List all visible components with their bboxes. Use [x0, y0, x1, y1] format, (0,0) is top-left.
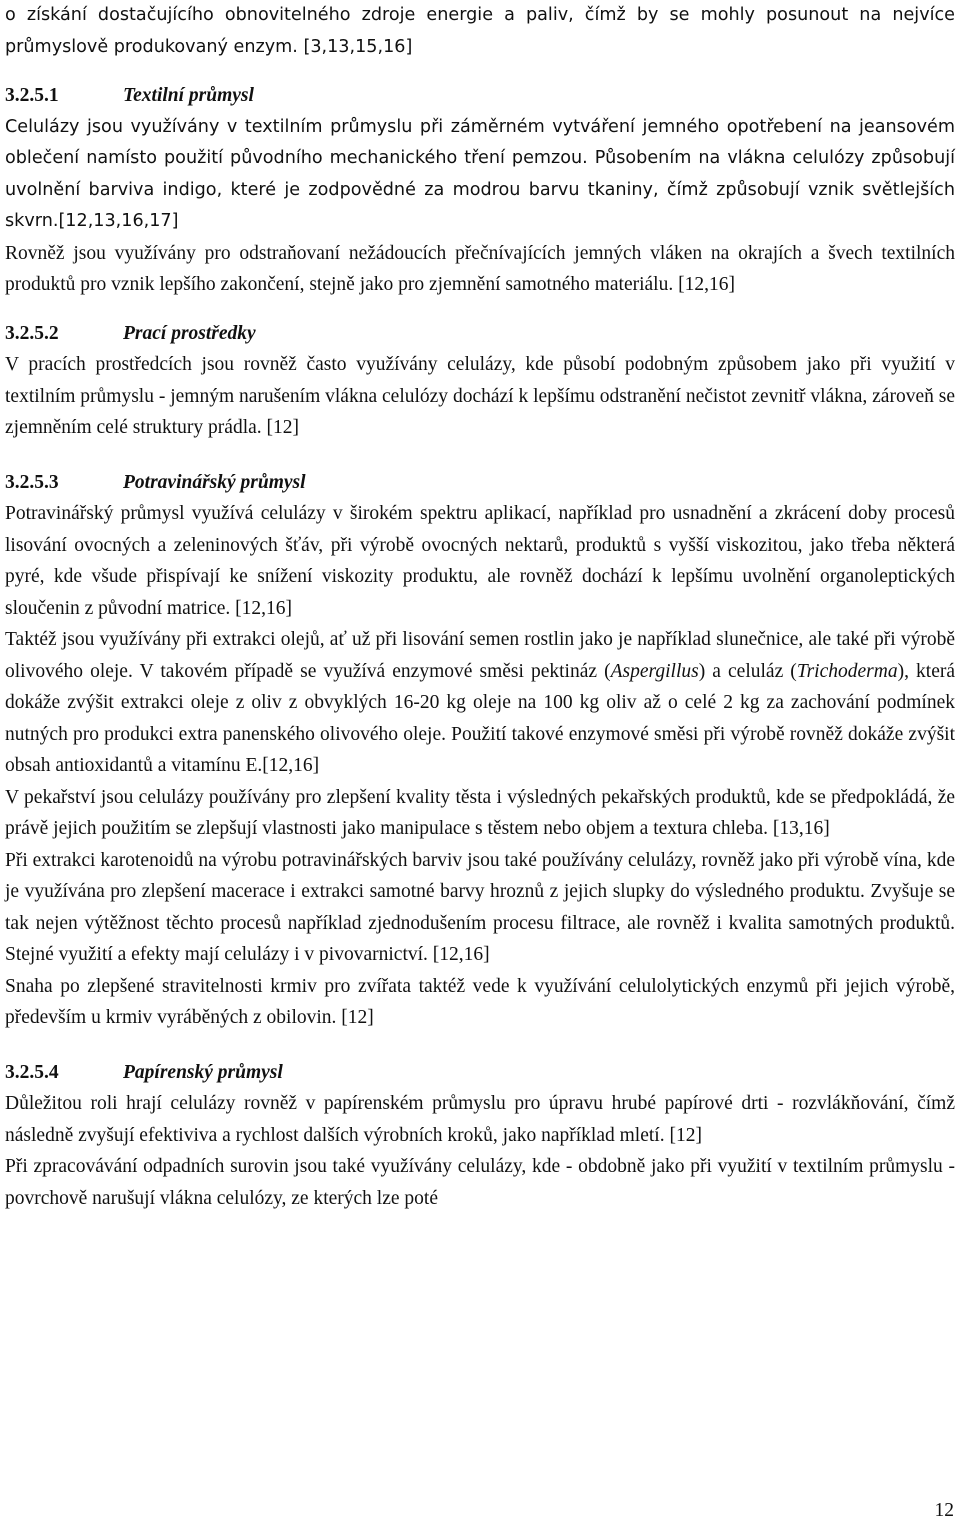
section-heading-food	[5, 467, 955, 499]
food-paragraph-5: Snaha po zlepšené stravitelnosti krmiv pro zvířata taktéž vede k využívání celulolytických enzymů při jejich výrobě, především u krmiv vyráběných z obilovin. [12]	[5, 975, 955, 1028]
paper-paragraph-2: Při zpracovávání odpadních surovin jsou také využívány celulázy, kde - obdobně jako při využití v textilním průmyslu - povrchově narušují vlákna celulózy, ze kterých lze poté	[5, 1156, 955, 1209]
food-paragraph-2-text-c: ), která dokáže zvýšit extrakci oleje z oliv z obvyklých 16-20 kg oleje na 100 kg oliv až o celé 2 kg za zachování podmínek nutných pro produkci extra panenského olivového oleje. Použití takové enzymové směsi při výrobě rovněž dokáže zvýšit obsah antioxidantů a vitamínu E.[12,16]	[5, 660, 955, 776]
citation: [12,13,16,17]	[58, 211, 179, 231]
textile-paragraph-2: Rovněž jsou využívány pro odstraňovaní nežádoucích přečnívajících jemných vláken na okrajích a švech textilních produktů pro vznik lepšího zakončení, stejně jako pro zjemnění samotného materiálu. [12,16]	[5, 242, 955, 295]
intro-paragraph: o získání dostačujícího obnovitelného zdroje energie a paliv, čímž by se mohly posunout na nejvíce průmyslově produkovaný enzym. [3,13,15,16]	[5, 5, 955, 57]
section-heading-textile	[5, 80, 955, 112]
document-page	[5, 0, 955, 1214]
food-paragraph-4: Při extrakci karotenoidů na výrobu potravinářských barviv jsou také používány celulázy, rovněž jako při výrobě vína, kde je využívána pro zlepšení macerace i extrakci samotné barvy hroznů z jejich slupky do výsledného produktu. Zvyšuje se tak nejen výtěžnost těchto procesů například zjednodušením procesu filtrace, ale rovněž i kvalita samotných produktů. Stejné využití a efekty mají celulázy i v pivovarnictví. [12,16]	[5, 849, 955, 965]
food-paragraph-2	[5, 624, 955, 782]
section-title: Textilní průmysl	[123, 85, 254, 106]
page-number: 12	[934, 1500, 954, 1521]
paper-paragraph-1: Důležitou roli hrají celulázy rovněž v papírenském průmyslu pro úpravu hrubé papírové drti - rozvlákňování, čímž následně zvyšují efektiviva a rychlost dalších výrobních kroků, jako například mletí. [12]	[5, 1093, 955, 1146]
textile-paragraph-1	[5, 112, 955, 238]
section-number: 3.2.5.2	[5, 322, 59, 344]
food-paragraph-2-text-a: Taktéž jsou využívány při extrakci olejů, ať už při lisování semen rostlin jako je například slunečnice, ale také při výrobě olivového oleje. V takovém případě se využívá enzymové směsi pektináz (	[5, 629, 955, 682]
species-name-aspergillus: Aspergillus	[610, 660, 699, 682]
food-paragraph-3: V pekařství jsou celulázy používány pro zlepšení kvality těsta i výsledných pekařských produktů, kde se předpokládá, že právě jejich použitím se zlepšují vlastnosti jako manipulace s těstem nebo objem a textura chleba. [13,16]	[5, 786, 955, 839]
section-title: Prací prostředky	[123, 322, 256, 344]
section-heading-paper	[5, 1057, 955, 1089]
textile-paragraph-1-text: Celulázy jsou využívány v textilním průmyslu při záměrném vytváření jemného opotřebení na jeansovém oblečení namísto použití původního mechanického tření pemzou. Působením na vlákna celulózy způsobují uvolnění barviva indigo, které je zodpovědné za modrou barvu tkaniny, čímž způsobují vznik světlejších skvrn.	[5, 116, 955, 231]
section-title: Potravinářský průmysl	[123, 471, 306, 493]
section-heading-washing	[5, 318, 955, 350]
washing-paragraph-1: V pracích prostředcích jsou rovněž často využívány celulázy, kde působí podobným způsobem jako při využití v textilním průmyslu - jemným narušením vlákna celulózy dochází k lepšímu odstranění nečistot zevnitř vlákna, zároveň se zjemněním celé struktury prádla. [12]	[5, 354, 955, 438]
section-number: 3.2.5.3	[5, 471, 59, 493]
food-paragraph-1: Potravinářský průmysl využívá celulázy v širokém spektru aplikací, například pro usnadnění a zkrácení doby procesů lisování ovocných a zeleninových šťáv, při výrobě ovocných nektarů, produktů s vyšší viskozitou, jako třeba některá pyré, kde všude přispívají ke snížení viskozity produktu, ale rovněž dochází k lepšímu uvolnění organoleptických sloučenin z původní matrice. [12,16]	[5, 503, 955, 619]
section-title: Papírenský průmysl	[123, 1061, 283, 1083]
section-number: 3.2.5.4	[5, 1061, 59, 1083]
food-paragraph-2-text-b: ) a celuláz (	[698, 660, 797, 682]
section-number: 3.2.5.1	[5, 85, 59, 106]
species-name-trichoderma: Trichoderma	[796, 660, 898, 682]
